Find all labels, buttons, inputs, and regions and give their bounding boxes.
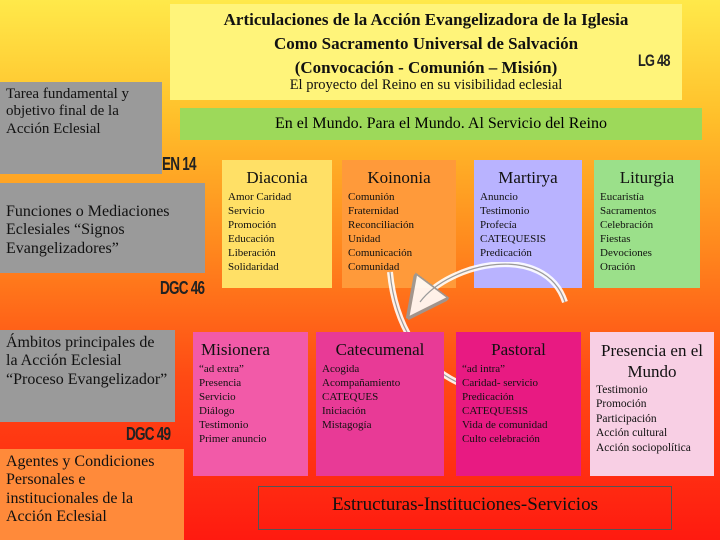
list-item: Testimonio (596, 383, 648, 396)
list-item: Predicación (480, 247, 532, 260)
funciones-box: Funciones o Mediaciones Eclesiales “Signos Evangelizadores” (0, 183, 205, 273)
list-item: Predicación (462, 391, 514, 404)
list-item: Acogida (322, 363, 360, 375)
list-item: Acción cultural (596, 427, 668, 440)
column-title: Catecumenal (335, 340, 425, 359)
column-items (590, 383, 714, 456)
title-line-2: Como Sacramento Universal de Salvación (273, 34, 579, 53)
list-item: Caridad- servicio (462, 377, 539, 390)
list-item: Comunicación (348, 247, 413, 260)
list-item: Servicio (228, 205, 265, 218)
list-item: Mistagogía (322, 419, 372, 432)
list-item: Fraternidad (348, 205, 399, 218)
funciones-reference: DGC 46 (160, 278, 205, 298)
column-liturgia (594, 160, 700, 288)
column-diaconia (222, 160, 332, 288)
list-item: Diálogo (199, 405, 235, 418)
list-item: Iniciación (322, 405, 366, 418)
column-title: Martirya (498, 168, 558, 187)
list-item: Oración (600, 261, 636, 274)
list-item: Testimonio (480, 205, 530, 218)
list-item: Sacramentos (600, 205, 657, 218)
list-item: CATEQUESIS (462, 405, 529, 418)
list-item: Profecía (480, 219, 517, 232)
column-title: Koinonia (367, 168, 431, 187)
list-item: Acompañamiento (322, 377, 401, 390)
list-item: Devociones (600, 247, 652, 260)
column-items (474, 190, 582, 260)
title-line-3: (Convocación - Comunión – Misión) (294, 58, 558, 77)
footer-structures: Estructuras-Instituciones-Servicios (258, 486, 672, 530)
list-item: Vida de comunidad (462, 419, 548, 432)
banner: En el Mundo. Para el Mundo. Al Servicio del Reino (180, 108, 702, 140)
list-item: Comunidad (348, 261, 400, 274)
list-item: Eucaristía (600, 191, 644, 203)
list-item: Servicio (199, 391, 236, 404)
tarea-box: Tarea fundamental y objetivo final de la Acción Eclesial (0, 82, 162, 174)
list-item: CATEQUESIS (480, 233, 547, 246)
column-title: Misionera (201, 340, 270, 359)
list-item: Fiestas (600, 233, 631, 246)
list-item: CATEQUES (322, 391, 379, 404)
agentes-box: Agentes y Condiciones Personales e institucionales de la Acción Eclesial (0, 449, 184, 540)
tarea-reference: EN 14 (162, 154, 196, 174)
list-item: “ad intra” (462, 363, 506, 375)
column-items (594, 190, 700, 274)
column-misionera (193, 332, 308, 476)
list-item: Educación (228, 233, 275, 246)
list-item: Anuncio (480, 191, 518, 203)
column-catecumenal (316, 332, 444, 476)
list-item: Presencia (199, 377, 242, 390)
list-item: Comunión (348, 191, 395, 203)
list-item: “ad extra” (199, 363, 244, 375)
subtitle: El proyecto del Reino en su visibilidad eclesial (289, 77, 563, 93)
list-item: Culto celebración (462, 433, 540, 446)
ambitos-reference: DGC 49 (126, 424, 171, 444)
column-title: Pastoral (491, 340, 546, 359)
list-item: Primer anuncio (199, 433, 267, 446)
column-items (456, 362, 581, 446)
column-items (316, 362, 444, 432)
list-item: Promoción (228, 219, 277, 232)
title-line-1: Articulaciones de la Acción Evangelizadora de la Iglesia (223, 10, 629, 29)
list-item: Promoción (596, 398, 647, 411)
list-item: Acción sociopolítica (596, 441, 691, 454)
list-item: Reconciliación (348, 219, 414, 232)
column-items (222, 190, 332, 274)
column-title: Diaconia (246, 168, 308, 187)
list-item: Liberación (228, 247, 276, 260)
column-items (193, 362, 308, 446)
list-item: Amor Caridad (228, 191, 292, 203)
list-item: Solidaridad (228, 261, 279, 274)
list-item: Testimonio (199, 419, 249, 432)
column-pastoral (456, 332, 581, 476)
column-presencia (590, 332, 714, 476)
list-item: Unidad (348, 233, 381, 246)
list-item: Celebración (600, 219, 654, 232)
column-title: Liturgia (619, 168, 675, 187)
title-reference: LG 48 (638, 51, 670, 70)
list-item: Participación (596, 412, 657, 425)
ambitos-box: Ámbitos principales de la Acción Eclesial “Proceso Evangelizador” (0, 330, 175, 422)
column-title: Presencia en el Mundo (601, 341, 703, 382)
